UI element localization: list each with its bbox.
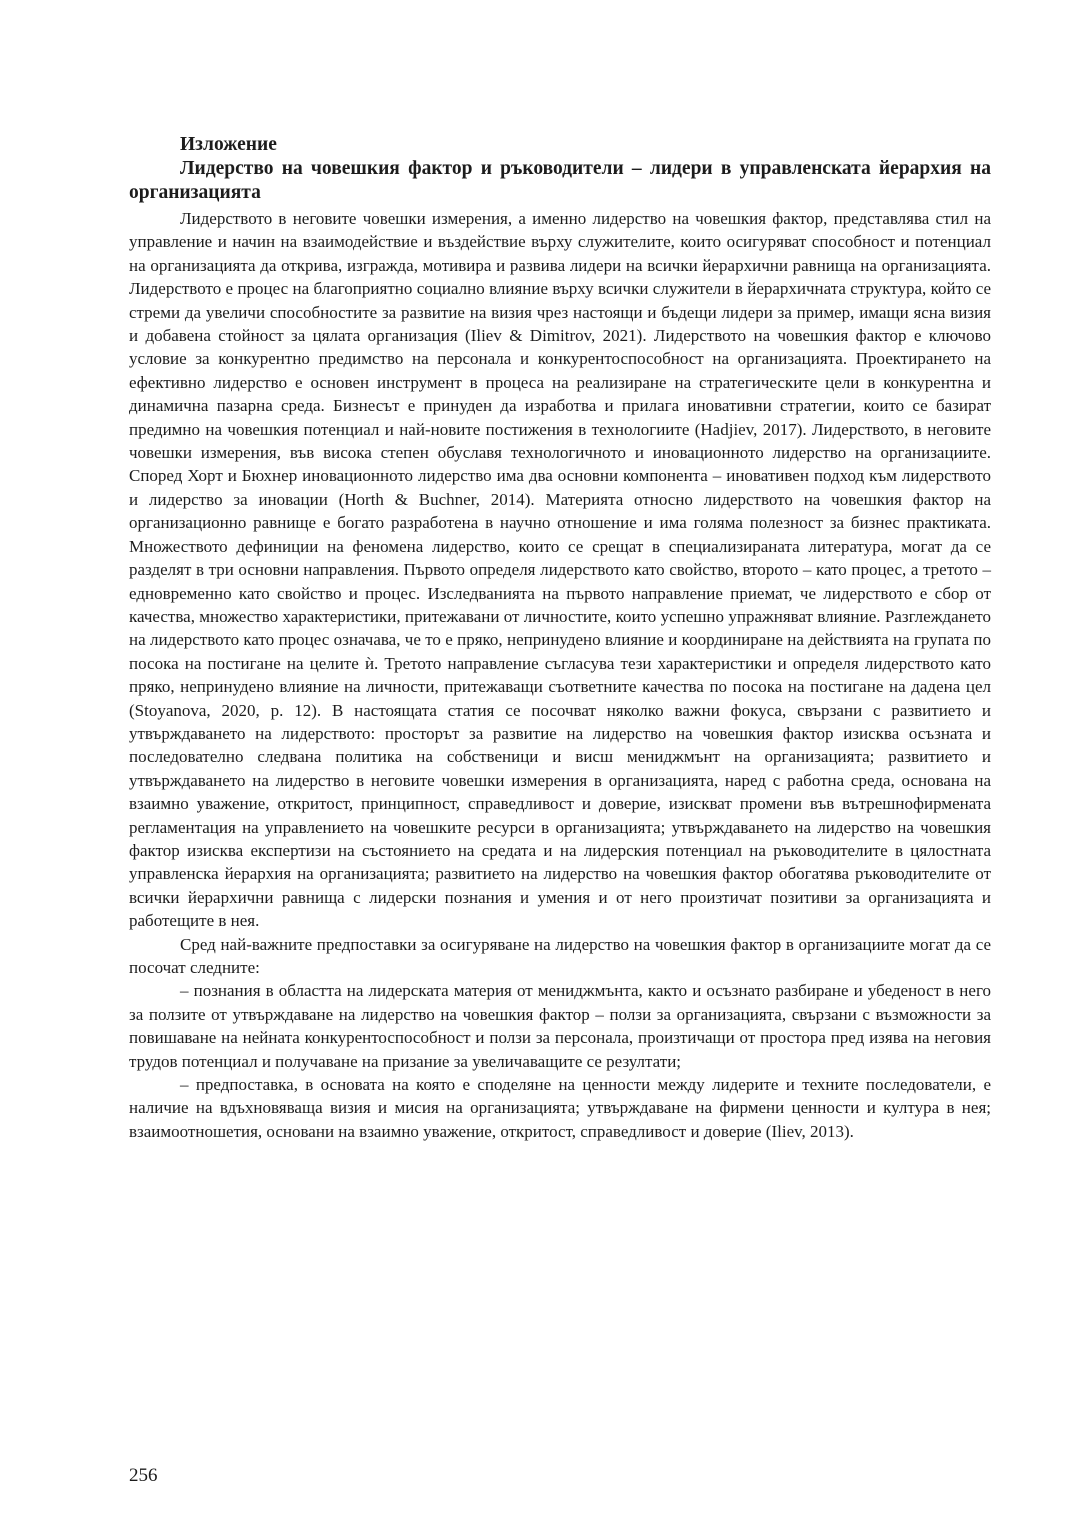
- bullet-paragraph: – познания в областта на лидерската материя от мениджмънта, както и осъзнато разбиране и убеденост в него за ползите от утвърждаване на лидерство на човешкия фактор – ползи за организацията, свързани с възможности за повишаване на нейната конкурентоспособност и ползи за персонала, произтичащи от простора пред изява на неговия трудов потенциал и получаване на призание за увеличаващите се резултати;: [129, 981, 991, 1071]
- page-number: 256: [129, 1465, 158, 1486]
- section-title: Изложение: [180, 134, 277, 155]
- subsection-title: Лидерство на човешкия фактор и ръководители – лидери в управленската йерархия на организацията: [129, 158, 991, 203]
- page-content: [129, 133, 991, 1143]
- body-paragraph: Сред най-важните предпоставки за осигуряване на лидерство на човешкия фактор в организациите могат да се посочат следните:: [129, 934, 991, 977]
- body-paragraph: Лидерството в неговите човешки измерения, а именно лидерство на човешкия фактор, представлява стил на управление и начин на взаимодействие и въздействие върху служителите, които осигуряват способност и потенциал на организацията да открива, изгражда, мотивира и развива лидери на всички йерархични равнища на организацията. Лидерството е процес на благоприятно социално влияние върху всички служители в йерархичната структура, който се стреми да увеличи способностите за развитие на визия чрез настоящи и бъдещи лидери за пример, имащи ясна визия и добавена стойност за цялата организация (Iliev & Dimitrov, 2021). Лидерството на човешкия фактор е ключово условие за конкурентно предимство на персонала и конкурентоспособност на организацията. Проектирането на ефективно лидерство е основен инструмент в процеса на реализиране на стратегическите цели в конкурентна и динамична пазарна среда. Бизнесът е принуден да изработва и прилага иновативни стратегии, които се базират предимно на човешкия потенциал и най-новите постижения в технологиите (Hadjiev, 2017). Лидерството, в неговите човешки измерения, във висока степен обуславя технологичното и иновационното лидерство на организациите. Според Хорт и Бюхнер иновационното лидерство има два основни компонента – иновативен подход към лидерството и лидерство за иновации (Horth & Buchner, 2014). Материята относно лидерството на човешкия фактор на организационно равнище е богато разработена в научно отношение и има голяма полезност за бизнес практиката. Множеството дефиниции на феномена лидерство, които се срещат в специализираната литература, могат да се разделят в три основни направления. Първото определя лидерството като свойство, второто – като процес, а третото – едновременно като свойство и процес. Изследванията на първото направление приемат, че лидерството е сбор от качества, множество характеристики, притежавани от личностите, които успешно упражняват влияние. Разглеждането на лидерството като процес означава, че то е пряко, непринудено влияние и координиране на действията на групата по посока на постигане на целите ѝ. Третото направление съгласува тези характеристики и определя лидерството като пряко, непринудено влияние на личности, притежаващи съответните качества по посока на постигане на дадена цел (Stoyanova, 2020, p. 12). В настоящата статия се посочват няколко важни фокуса, свързани с развитието и утвърждаването на лидерството: просторът за развитие на лидерство на човешкия фактор изисква осъзната и последователно следвана политика на собственици и висш мениджмънт на организацията; развитието и утвърждаването на лидерство в неговите човешки измерения в организацията, наред с работна среда, основана на взаимно уважение, откритост, принципност, справедливост и доверие, изискват промени във вътрешнофирмената регламентация на управлението на човешките ресурси в организацията; утвърждаването на лидерство на човешкия фактор изисква експертизи на състоянието на средата и на лидерския потенциал на ръководителите в цялостната управленска йерархия на организацията; развитието на лидерство на човешкия фактор обогатява ръководителите от всички йерархични равнища с лидерски познания и умения и от него произтичат позитиви за организацията и работещите в нея.: [129, 209, 991, 931]
- bullet-paragraph: – предпоставка, в основата на която е споделяне на ценности между лидерите и техните последователи, е наличие на вдъхновяваща визия и мисия на организацията; утвърждаване на фирмени ценности и култура в нея; взаимоотношетия, основани на взаимно уважение, откритост, справедливост и доверие (Iliev, 2013).: [129, 1075, 991, 1141]
